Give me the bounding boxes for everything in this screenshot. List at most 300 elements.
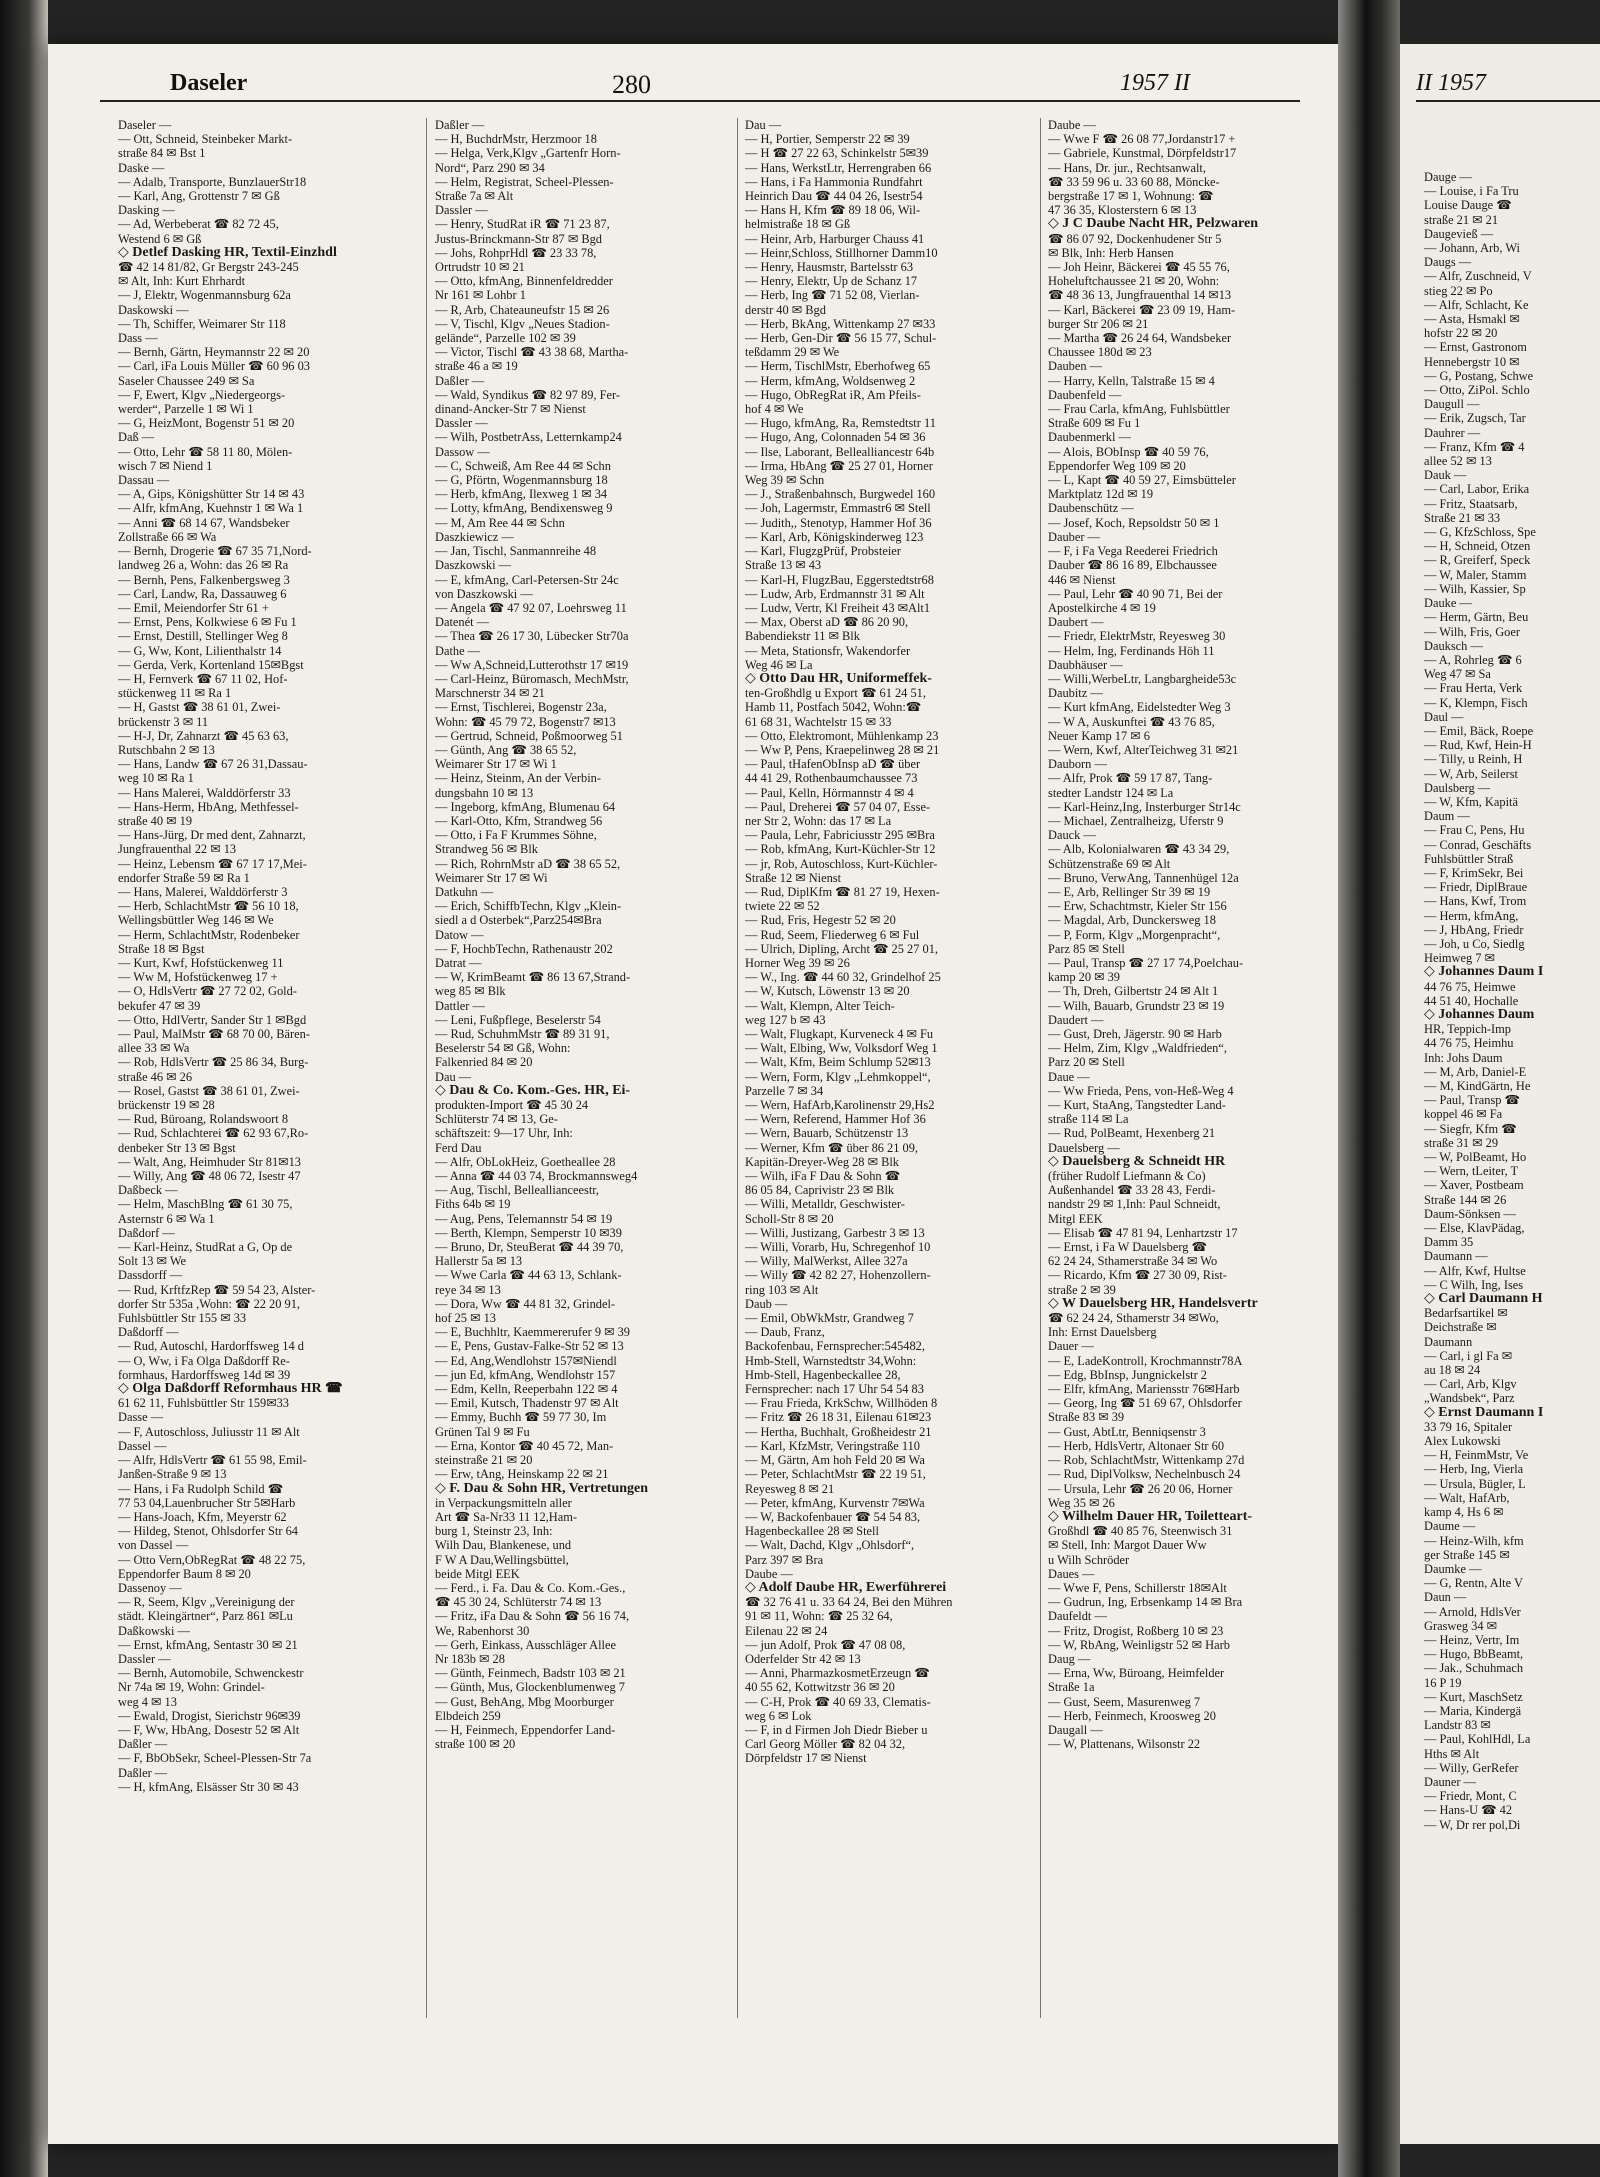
directory-line: — Ernst, Gastronom xyxy=(1424,340,1527,355)
directory-line: — Jan, Tischl, Sanmannreihe 48 xyxy=(435,544,597,559)
directory-line: — Herb, Feinmech, Kroosweg 20 xyxy=(1048,1708,1216,1723)
directory-line: — Leni, Fußpflege, Beselerstr 54 xyxy=(435,1012,601,1027)
directory-line: — Rud, PolBeamt, Hexenberg 21 xyxy=(1048,1126,1216,1141)
directory-line: — Friedr, ElektrMstr, Reyesweg 30 xyxy=(1048,629,1226,644)
directory-line: — Ernst, i Fa W Dauelsberg ☎ xyxy=(1048,1240,1207,1255)
directory-line: — Alfr, Zuschneid, V xyxy=(1424,269,1532,284)
directory-line: — Frau C, Pens, Hu xyxy=(1424,823,1525,838)
directory-line: — A, Gips, Königshütter Str 14 ✉ 43 xyxy=(118,487,305,502)
directory-line: schäftszeit: 9—17 Uhr, Inh: xyxy=(435,1126,573,1141)
directory-line: Wohn: ☎ 45 79 72, Bogenstr7 ✉13 xyxy=(435,714,616,729)
directory-line: Dassau — xyxy=(118,473,170,488)
directory-line: — Erich, SchiffbTechn, Klgv „Klein- xyxy=(435,899,622,914)
directory-line: — Hugo, ObRegRat iR, Am Pfeils- xyxy=(745,387,921,402)
directory-line: — Harry, Kelln, Talstraße 15 ✉ 4 xyxy=(1048,373,1215,388)
directory-line: — Edg, BbInsp, Jungnickelstr 2 xyxy=(1048,1367,1208,1382)
directory-line: — jr, Rob, Autoschloss, Kurt-Küchler- xyxy=(745,856,938,871)
directory-line: Alex Lukowski xyxy=(1424,1434,1501,1449)
directory-line: — Ferd., i. Fa. Dau & Co. Kom.-Ges., xyxy=(435,1580,626,1595)
directory-line: — Peter, kfmAng, Kurvenstr 7✉Wa xyxy=(745,1495,925,1510)
directory-line: — Alfr, HdlsVertr ☎ 61 55 98, Emil- xyxy=(118,1453,307,1468)
directory-line: Daßkowski — xyxy=(118,1623,190,1638)
directory-line: Straße 144 ✉ 26 xyxy=(1424,1192,1507,1207)
directory-line: 33 79 16, Spitaler xyxy=(1424,1419,1513,1434)
directory-line: — M, KindGärtn, He xyxy=(1424,1079,1531,1093)
directory-line: — Xaver, Postbeam xyxy=(1424,1178,1524,1193)
directory-line: Louise Dauge ☎ xyxy=(1424,198,1512,213)
directory-line: 44 41 29, Rothenbaumchaussee 73 xyxy=(745,771,918,786)
directory-line: — Gust, BehAng, Mbg Moorburger xyxy=(435,1694,614,1709)
book-gutter xyxy=(1338,0,1400,2177)
directory-line: — Louise, i Fa Tru xyxy=(1424,184,1519,199)
directory-line: — F, Autoschloss, Juliusstr 11 ✉ Alt xyxy=(118,1424,300,1439)
directory-line: — Lotty, kfmAng, Bendixensweg 9 xyxy=(435,501,613,516)
directory-line: Daube — xyxy=(745,1566,793,1581)
directory-line: — Wern, Bauarb, Schützenstr 13 xyxy=(745,1126,909,1141)
directory-line: Großhdl ☎ 40 85 76, Steenwisch 31 xyxy=(1048,1524,1233,1539)
directory-line: — O, Ww, i Fa Olga Daßdorff Re- xyxy=(118,1353,290,1368)
directory-line: Wellingsbüttler Weg 146 ✉ We xyxy=(118,913,274,928)
directory-line: ◇ Adolf Daube HR, Ewerführerei xyxy=(745,1580,947,1595)
directory-line: — Henry, StudRat iR ☎ 71 23 87, xyxy=(435,217,610,232)
directory-line: Weimarer Str 17 ✉ Wi 1 xyxy=(435,757,557,772)
directory-line: — Emil, Meiendorfer Str 61 + xyxy=(118,600,269,615)
directory-line: — Karl, Arb, Königskinderweg 123 xyxy=(745,529,924,544)
directory-line: weg 85 ✉ Blk xyxy=(435,984,506,999)
directory-line: ◇ Detlef Dasking HR, Textil-Einzhdl xyxy=(118,245,337,260)
directory-line: Janßen-Straße 9 ✉ 13 xyxy=(118,1467,227,1482)
directory-line: — Ernst, Tischlerei, Bogenstr 23a, xyxy=(435,700,607,715)
directory-line: — Paul, Lehr ☎ 40 90 71, Bei der xyxy=(1048,586,1223,601)
directory-line: Daszkowski — xyxy=(435,558,512,573)
directory-line: — Th, Schiffer, Weimarer Str 118 xyxy=(118,316,286,331)
directory-line: — Otto, i Fa F Krummes Söhne, xyxy=(435,828,597,843)
directory-line: Hagenbeckallee 28 ✉ Stell xyxy=(745,1524,879,1539)
directory-line: — Ernst, kfmAng, Sentastr 30 ✉ 21 xyxy=(118,1637,298,1652)
directory-line: — Hans H, Kfm ☎ 89 18 06, Wil- xyxy=(745,203,921,218)
directory-line: — Wilh, PostbetrAss, Letternkamp24 xyxy=(435,430,622,445)
directory-line: Parz 85 ✉ Stell xyxy=(1048,941,1125,956)
directory-line: — Willi, Justizang, Garbestr 3 ✉ 13 xyxy=(745,1225,925,1240)
directory-line: 61 68 31, Wachtelstr 15 ✉ 33 xyxy=(745,714,892,729)
directory-line: Daubitz — xyxy=(1048,686,1103,701)
column-rule xyxy=(737,118,738,2018)
directory-line: — Wwe F ☎ 26 08 77,Jordanstr17 + xyxy=(1048,132,1236,147)
directory-line: — Karl, FlugzgPrüf, Probsteier xyxy=(745,544,901,559)
directory-line: straße 40 ✉ 19 xyxy=(118,813,193,828)
directory-line: Dauge — xyxy=(1424,170,1472,184)
directory-line: — Rich, RohrnMstr aD ☎ 38 65 52, xyxy=(435,856,621,871)
directory-line: — Ww M, Hofstückenweg 17 + xyxy=(118,970,278,985)
directory-line: — F, i Fa Vega Reederei Friedrich xyxy=(1048,544,1218,559)
directory-line: — Fritz ☎ 26 18 31, Eilenau 61✉23 xyxy=(745,1410,932,1425)
directory-line: Daßler — xyxy=(435,373,485,388)
directory-line: — Heinr, Arb, Harburger Chauss 41 xyxy=(745,231,925,246)
directory-line: ◇ Dauelsberg & Schneidt HR xyxy=(1048,1154,1226,1169)
directory-line: — Wilh, Kassier, Sp xyxy=(1424,581,1526,596)
directory-line: hofstr 22 ✉ 20 xyxy=(1424,326,1498,341)
directory-line: koppel 46 ✉ Fa xyxy=(1424,1107,1503,1122)
directory-line: 91 ✉ 11, Wohn: ☎ 25 32 64, xyxy=(745,1609,893,1624)
directory-line: Straße 1a xyxy=(1048,1680,1095,1695)
directory-line: — W, Maler, Stamm xyxy=(1424,567,1527,582)
directory-line: — Karl, KfzMstr, Veringstraße 110 xyxy=(745,1438,920,1453)
directory-line: — Hugo, kfmAng, Ra, Remstedtstr 11 xyxy=(745,416,936,431)
directory-line: Dauhrer — xyxy=(1424,425,1481,440)
directory-line: weg 127 b ✉ 43 xyxy=(745,1012,826,1027)
directory-line: — Frau Carla, kfmAng, Fuhlsbüttler xyxy=(1048,402,1230,417)
directory-line: ◇ W Dauelsberg HR, Handelsvertr xyxy=(1048,1296,1258,1311)
directory-line: — E, Arb, Rellinger Str 39 ✉ 19 xyxy=(1048,884,1211,899)
directory-line: Nr 161 ✉ Lohbr 1 xyxy=(435,288,526,303)
directory-line: formhaus, Hardorffsweg 14d ✉ 39 xyxy=(118,1367,291,1382)
directory-line: Dauer — xyxy=(1048,1339,1094,1354)
directory-line: ☎ 45 30 24, Schlüterstr 74 ✉ 13 xyxy=(435,1595,602,1610)
directory-line: — Wilh, iFa F Dau & Sohn ☎ xyxy=(745,1169,901,1184)
directory-line: denbeker Str 13 ✉ Bgst xyxy=(118,1140,236,1155)
directory-line: Nr 74a ✉ 19, Wohn: Grindel- xyxy=(118,1680,265,1695)
directory-line: Daubhäuser — xyxy=(1048,657,1123,672)
directory-line: allee 33 ✉ Wa xyxy=(118,1041,190,1056)
directory-line: Fuhlsbüttler Str 155 ✉ 33 xyxy=(118,1311,247,1326)
directory-line: beide Mitgl EEK xyxy=(435,1566,520,1581)
directory-line: — jun Ed, kfmAng, Wendlohstr 157 xyxy=(435,1367,616,1382)
directory-line: — A, Rohrleg ☎ 6 xyxy=(1424,652,1522,667)
directory-line: ◇ J C Daube Nacht HR, Pelzwaren xyxy=(1048,217,1258,232)
directory-line: Dassow — xyxy=(435,444,490,459)
directory-line: Nr 183b ✉ 28 xyxy=(435,1651,505,1666)
directory-line: — Bruno, Dr, SteuBerat ☎ 44 39 70, xyxy=(435,1240,624,1255)
directory-line: — F, KrimSekr, Bei xyxy=(1424,865,1524,880)
directory-column-3 xyxy=(745,118,1027,2018)
directory-line: Daug — xyxy=(1048,1651,1091,1666)
directory-line: — G, Postang, Schwe xyxy=(1424,368,1534,383)
directory-line: Daßler — xyxy=(118,1765,168,1780)
directory-line: — W., Ing. ☎ 44 60 32, Grindelhof 25 xyxy=(745,970,941,985)
directory-line: — Willy, GerRefer xyxy=(1424,1760,1519,1775)
directory-line: — W, Arb, Seilerst xyxy=(1424,766,1518,781)
directory-line: — Otto, Elektromont, Mühlenkamp 23 xyxy=(745,728,939,743)
right-page-year: II 1957 xyxy=(1416,70,1486,96)
directory-line: — Arnold, HdlsVer xyxy=(1424,1604,1521,1619)
directory-line: — Hans, Kwf, Trom xyxy=(1424,894,1527,909)
directory-line: burg 1, Steinstr 23, Inh: xyxy=(435,1524,553,1539)
directory-line: hof 4 ✉ We xyxy=(745,402,804,417)
directory-line: Weg 35 ✉ 26 xyxy=(1048,1495,1115,1510)
directory-line: Hallerstr 5a ✉ 13 xyxy=(435,1254,523,1269)
directory-line: Zollstraße 66 ✉ Wa xyxy=(118,529,217,544)
directory-line: — Meta, Stationsfr, Wakendorfer xyxy=(745,643,911,658)
directory-line: Hmb-Stell, Warnstedtstr 34,Wohn: xyxy=(745,1353,917,1368)
directory-line: — Fritz, Staatsarb, xyxy=(1424,496,1518,511)
directory-line: Babendiekstr 11 ✉ Blk xyxy=(745,629,860,644)
directory-line: Eilenau 22 ✉ 24 xyxy=(745,1623,828,1638)
directory-line: Datenét — xyxy=(435,615,490,630)
directory-line: — Carl, iFa Louis Müller ☎ 60 96 03 xyxy=(118,359,310,374)
directory-line: — Herm, kfmAng, xyxy=(1424,908,1519,923)
directory-line: — C, Schweiß, Am Ree 44 ✉ Schn xyxy=(435,458,611,473)
directory-line: — H, Portier, Semperstr 22 ✉ 39 xyxy=(745,132,910,147)
directory-line: Deichstraße ✉ xyxy=(1424,1320,1497,1335)
directory-line: — Frau Frieda, KrkSchw, Willhöden 8 xyxy=(745,1396,938,1411)
directory-line: — Wern, Referend, Hammer Hof 36 xyxy=(745,1112,926,1127)
directory-line: Straße 13 ✉ 43 xyxy=(745,558,822,573)
directory-line: — Wald, Syndikus ☎ 82 97 89, Fer- xyxy=(435,387,621,402)
directory-line: straße 31 ✉ 29 xyxy=(1424,1135,1499,1150)
directory-line: Daumann — xyxy=(1424,1249,1488,1264)
directory-line: Daugall — xyxy=(1048,1722,1103,1737)
directory-line: — Rud, DiplVolksw, Nechelnbusch 24 xyxy=(1048,1467,1241,1482)
directory-line: — Otto Vern,ObRegRat ☎ 48 22 75, xyxy=(118,1552,306,1567)
directory-line: — Karl, Bäckerei ☎ 23 09 19, Ham- xyxy=(1048,302,1236,317)
directory-line: — V, Tischl, Klgv „Neues Stadion- xyxy=(435,316,610,331)
directory-line: Damm 35 xyxy=(1424,1235,1474,1250)
directory-line: — Paul, Dreherei ☎ 57 04 07, Esse- xyxy=(745,799,931,814)
directory-line: — Carl, Arb, Klgv xyxy=(1424,1377,1517,1392)
column-rule xyxy=(1040,118,1041,2018)
directory-line: — Gerh, Einkass, Ausschläger Allee xyxy=(435,1637,617,1652)
directory-line: Dassenoy — xyxy=(118,1580,182,1595)
directory-line: — F, HochbTechn, Rathenaustr 202 xyxy=(435,941,613,956)
directory-line: Daudert — xyxy=(1048,1012,1104,1027)
directory-line: ☎ 42 14 81/82, Gr Bergstr 243-245 xyxy=(118,260,299,275)
directory-line: Daul — xyxy=(1424,709,1464,724)
directory-line: Daulsberg — xyxy=(1424,780,1491,795)
directory-line: — G, Pförtn, Wogenmannsburg 18 xyxy=(435,473,608,488)
directory-line: — Willi, Metalldr, Geschwister- xyxy=(745,1197,905,1212)
directory-line: — Judith,, Stenotyp, Hammer Hof 36 xyxy=(745,515,932,530)
directory-line: — Paul, tHafenObInsp aD ☎ über xyxy=(745,757,921,772)
directory-line: — Franz, Kfm ☎ 4 xyxy=(1424,439,1525,454)
directory-line: — Frau Herta, Verk xyxy=(1424,681,1523,696)
directory-line: Justus-Brinckmann-Str 87 ✉ Bgd xyxy=(435,231,602,246)
directory-line: — W, KrimBeamt ☎ 86 13 67,Strand- xyxy=(435,970,631,985)
directory-line: — Asta, Hsmakl ✉ xyxy=(1424,312,1520,327)
directory-line: Neuer Kamp 17 ✉ 6 xyxy=(1048,728,1150,743)
directory-line: — Herb, Ing ☎ 71 52 08, Vierlan- xyxy=(745,288,920,303)
directory-line: Daubert — xyxy=(1048,615,1104,630)
directory-line: — J, Elektr, Wogenmannsburg 62a xyxy=(118,288,291,303)
right-page-column xyxy=(1424,170,1600,2070)
directory-line: — W, Dr rer pol,Di xyxy=(1424,1817,1521,1832)
directory-line: Dauksch — xyxy=(1424,638,1483,653)
directory-line: — Herb, BkAng, Wittenkamp 27 ✉33 xyxy=(745,316,936,331)
directory-line: — Jak., Schuhmach xyxy=(1424,1661,1524,1676)
directory-line: — Otto, HdlVertr, Sander Str 1 ✉Bgd xyxy=(118,1012,307,1027)
directory-line: von Dassel — xyxy=(118,1538,189,1553)
directory-line: — Fritz, Drogist, Roßberg 10 ✉ 23 xyxy=(1048,1623,1224,1638)
directory-line: — Alfr, kfmAng, Kuehnstr 1 ✉ Wa 1 xyxy=(118,501,304,516)
directory-line: — Anna ☎ 44 03 74, Brockmannsweg4 xyxy=(435,1169,638,1184)
directory-line: — Hans-Jürg, Dr med dent, Zahnarzt, xyxy=(118,828,306,843)
directory-line: — Alb, Kolonialwaren ☎ 43 34 29, xyxy=(1048,842,1230,857)
directory-line: Daube — xyxy=(1048,118,1096,132)
directory-line: städt. Kleingärtner“, Parz 861 ✉Lu xyxy=(118,1609,293,1624)
directory-line: — L, Kapt ☎ 40 59 27, Eimsbütteler xyxy=(1048,473,1236,488)
directory-line: — Aug, Pens, Telemannstr 54 ✉ 19 xyxy=(435,1211,613,1226)
directory-line: — Hans, i Fa Hammonia Rundfahrt xyxy=(745,174,923,189)
directory-line: — Emil, Kutsch, Thadenstr 97 ✉ Alt xyxy=(435,1396,619,1411)
running-head-name: Daseler xyxy=(170,70,248,96)
directory-line: siedl a d Osterbek“,Parz254✉Bra xyxy=(435,913,602,928)
directory-line: — Hans, Dr. jur., Rechtsanwalt, xyxy=(1048,160,1206,175)
directory-line: Straße 18 ✉ Bgst xyxy=(118,941,205,956)
directory-line: — W, RbAng, Weinligstr 52 ✉ Harb xyxy=(1048,1637,1230,1652)
directory-line: Heinrich Dau ☎ 44 04 26, Isestr54 xyxy=(745,189,923,204)
directory-line: — W, Backofenbauer ☎ 54 54 83, xyxy=(745,1509,921,1524)
directory-line: Straße 609 ✉ Fu 1 xyxy=(1048,416,1141,431)
directory-line: Daubenfeld — xyxy=(1048,387,1122,402)
directory-line: Hennebergstr 10 ✉ xyxy=(1424,354,1520,369)
directory-line: — Max, Oberst aD ☎ 86 20 90, xyxy=(745,615,909,630)
directory-line: 16 P 19 xyxy=(1424,1675,1462,1690)
directory-line: — R, Seem, Klgv „Vereinigung der xyxy=(118,1595,295,1610)
directory-line: — Carl, Labor, Erika xyxy=(1424,482,1530,497)
directory-line: produkten-Import ☎ 45 30 24 xyxy=(435,1098,589,1113)
directory-line: — Ursula, Lehr ☎ 26 20 06, Horner xyxy=(1048,1481,1233,1496)
column-rule xyxy=(426,118,427,2018)
directory-line: Daumke — xyxy=(1424,1561,1482,1576)
directory-line: 61 62 11, Fuhlsbüttler Str 159✉33 xyxy=(118,1396,290,1411)
directory-line: Daszkiewicz — xyxy=(435,529,514,544)
directory-line: Straße 21 ✉ 33 xyxy=(1424,510,1501,525)
directory-line: — Adalb, Transporte, BunzlauerStr18 xyxy=(118,174,307,189)
directory-line: — Paul, Kelln, Hörmannstr 4 ✉ 4 xyxy=(745,785,914,800)
directory-line: — Heinz, Steinm, An der Verbin- xyxy=(435,771,601,786)
directory-line: derstr 40 ✉ Bgd xyxy=(745,302,826,317)
directory-line: endorfer Straße 59 ✉ Ra 1 xyxy=(118,870,250,885)
directory-line: Kapitän-Dreyer-Weg 28 ✉ Blk xyxy=(745,1154,899,1169)
directory-line: — Rob, SchlachtMstr, Wittenkamp 27d xyxy=(1048,1453,1245,1468)
directory-line: Dasking — xyxy=(118,203,175,218)
directory-line: Asternstr 6 ✉ Wa 1 xyxy=(118,1211,215,1226)
directory-line: — Rud, Autoschl, Hardorffsweg 14 d xyxy=(118,1339,304,1354)
directory-line: gelände“, Parzelle 102 ✉ 39 xyxy=(435,331,576,346)
directory-line: Daues — xyxy=(1048,1566,1095,1581)
directory-line: — Walt, HafArb, xyxy=(1424,1490,1510,1505)
directory-column-4 xyxy=(1048,118,1330,2018)
directory-line: Weg 39 ✉ Schn xyxy=(745,473,825,488)
directory-line: Bedarfsartikel ✉ xyxy=(1424,1306,1508,1321)
directory-line: ten-Großhdlg u Export ☎ 61 24 51, xyxy=(745,686,926,701)
directory-line: ring 103 ✉ Alt xyxy=(745,1282,819,1297)
directory-line: Dattler — xyxy=(435,998,485,1013)
directory-line: — Gabriele, Kunstmal, Dörpfeldstr17 xyxy=(1048,146,1237,161)
directory-line: — Helm, Ing, Ferdinands Höh 11 xyxy=(1048,643,1215,658)
directory-line: bekufer 47 ✉ 39 xyxy=(118,998,201,1013)
directory-line: — Karl, Ang, Grottenstr 7 ✉ Gß xyxy=(118,189,280,204)
directory-line: helmistraße 18 ✉ Gß xyxy=(745,217,851,232)
directory-line: straße 114 ✉ La xyxy=(1048,1112,1129,1127)
directory-line: Oderfelder Str 42 ✉ 13 xyxy=(745,1651,861,1666)
directory-line: Schlüterstr 74 ✉ 13, Ge- xyxy=(435,1112,558,1127)
directory-line: — Kurt, MaschSetz xyxy=(1424,1689,1523,1704)
directory-line: — R, Greiferf, Speck xyxy=(1424,553,1531,568)
directory-line: Dassler — xyxy=(435,203,488,218)
directory-line: straße 84 ✉ Bst 1 xyxy=(118,146,206,161)
directory-line: — Hugo, BbBeamt, xyxy=(1424,1647,1524,1662)
directory-line: u Wilh Schröder xyxy=(1048,1552,1130,1567)
directory-line: Scholl-Str 8 ✉ 20 xyxy=(745,1211,834,1226)
directory-line: twiete 22 ✉ 52 xyxy=(745,899,820,914)
directory-line: — W A, Auskunftei ☎ 43 76 85, xyxy=(1048,714,1215,729)
directory-line: — Th, Dreh, Gilbertstr 24 ✉ Alt 1 xyxy=(1048,984,1219,999)
directory-line: — Elisab ☎ 47 81 94, Lenhartzstr 17 xyxy=(1048,1225,1238,1240)
directory-line: — Alfr, ObLokHeiz, Goetheallee 28 xyxy=(435,1154,616,1169)
directory-line: — Ww A,Schneid,Lutterothstr 17 ✉19 xyxy=(435,657,629,672)
directory-line: — H, BuchdrMstr, Herzmoor 18 xyxy=(435,132,597,147)
directory-line: — Henry, Hausmstr, Bartelsstr 63 xyxy=(745,260,914,275)
directory-line: Elbdeich 259 xyxy=(435,1708,501,1723)
directory-line: — Wwe F, Pens, Schillerstr 18✉Alt xyxy=(1048,1580,1227,1595)
directory-line: Dauck — xyxy=(1048,828,1096,843)
directory-line: — Aug, Tischl, Belleallianceestr, xyxy=(435,1183,600,1198)
directory-line: straße 2 ✉ 39 xyxy=(1048,1282,1116,1297)
directory-line: — P, Form, Klgv „Morgenpracht“, xyxy=(1048,927,1221,942)
directory-line: — Henry, Elektr, Up de Schanz 17 xyxy=(745,274,918,289)
directory-line: — R, Arb, Chateauneufstr 15 ✉ 26 xyxy=(435,302,610,317)
directory-line: Jungfrauenthal 22 ✉ 13 xyxy=(118,842,237,857)
directory-line: — Hans, WerkstLtr, Herrengraben 66 xyxy=(745,160,932,175)
directory-line: — Erw, tAng, Heinskamp 22 ✉ 21 xyxy=(435,1467,609,1482)
directory-line: ✉ Stell, Inh: Margot Dauer Ww xyxy=(1048,1538,1207,1553)
directory-line: — Hugo, Ang, Colonnaden 54 ✉ 36 xyxy=(745,430,926,445)
directory-line: Marktplatz 12d ✉ 19 xyxy=(1048,487,1154,502)
directory-line: — Alfr, Prok ☎ 59 17 87, Tang- xyxy=(1048,771,1213,786)
directory-line: Inh: Johs Daum xyxy=(1424,1050,1503,1065)
directory-line: — Magdal, Arb, Dunckersweg 18 xyxy=(1048,913,1216,928)
directory-line: hof 25 ✉ 13 xyxy=(435,1311,496,1326)
directory-line: Daubenmerkl — xyxy=(1048,430,1131,445)
directory-line: — Herb, HdlsVertr, Altonaer Str 60 xyxy=(1048,1438,1225,1453)
right-page xyxy=(1400,44,1600,2144)
directory-line: Mitgl EEK xyxy=(1048,1211,1103,1226)
directory-line: — Gertrud, Schneid, Poßmoorweg 51 xyxy=(435,728,623,743)
directory-line: — Erna, Kontor ☎ 40 45 72, Man- xyxy=(435,1438,614,1453)
directory-line: — Erw, Schachtmstr, Kieler Str 156 xyxy=(1048,899,1227,914)
directory-line: Straße 12 ✉ Nienst xyxy=(745,870,842,885)
directory-line: Weimarer Str 17 ✉ Wi xyxy=(435,870,548,885)
directory-line: 44 76 75, Heimwe xyxy=(1424,979,1516,994)
directory-line: — Carl, i gl Fa ✉ xyxy=(1424,1348,1513,1363)
directory-line: ☎ 48 36 13, Jungfrauenthal 14 ✉13 xyxy=(1048,288,1232,303)
directory-line: — C-H, Prok ☎ 40 69 33, Clematis- xyxy=(745,1694,931,1709)
directory-line: — Alois, BObInsp ☎ 40 59 76, xyxy=(1048,444,1209,459)
directory-line: Daugevieß — xyxy=(1424,226,1494,241)
directory-line: Marschnerstr 34 ✉ 21 xyxy=(435,686,545,701)
directory-line: Daum — xyxy=(1424,809,1470,824)
directory-line: ◇ Dau & Co. Kom.-Ges. HR, Ei- xyxy=(435,1083,631,1098)
directory-line: Westend 6 ✉ Gß xyxy=(118,231,202,246)
directory-line: — Helm, Zim, Klgv „Waldfrieden“, xyxy=(1048,1041,1227,1056)
directory-line: — Rud, Seem, Fliederweg 6 ✉ Ful xyxy=(745,927,920,942)
directory-line: — Heinz, Vertr, Im xyxy=(1424,1632,1520,1647)
directory-line: Hamb 11, Postfach 5042, Wohn:☎ xyxy=(745,700,922,715)
directory-line: 62 24 24, Sthamerstraße 34 ✉ Wo xyxy=(1048,1254,1218,1269)
directory-line: straße 100 ✉ 20 xyxy=(435,1737,516,1752)
directory-line: weg 6 ✉ Lok xyxy=(745,1708,812,1723)
directory-line: Daumann xyxy=(1424,1334,1473,1349)
directory-line: Eppendorfer Baum 8 ✉ 20 xyxy=(118,1566,251,1581)
directory-line: — Rud, SchuhmMstr ☎ 89 31 91, xyxy=(435,1027,610,1041)
directory-line: — Ludw, Vertr, Kl Freiheit 43 ✉Alt1 xyxy=(745,600,931,615)
directory-line: steinstraße 21 ✉ 20 xyxy=(435,1453,533,1468)
directory-line: Datkuhn — xyxy=(435,884,494,899)
directory-line: — Ilse, Laborant, Bellealliancestr 64b xyxy=(745,444,935,459)
directory-line: — Hans-Herm, HbAng, Methfessel- xyxy=(118,799,299,814)
directory-line: — Wilh, Bauarb, Grundstr 23 ✉ 19 xyxy=(1048,998,1225,1013)
directory-line: Daun — xyxy=(1424,1590,1467,1605)
